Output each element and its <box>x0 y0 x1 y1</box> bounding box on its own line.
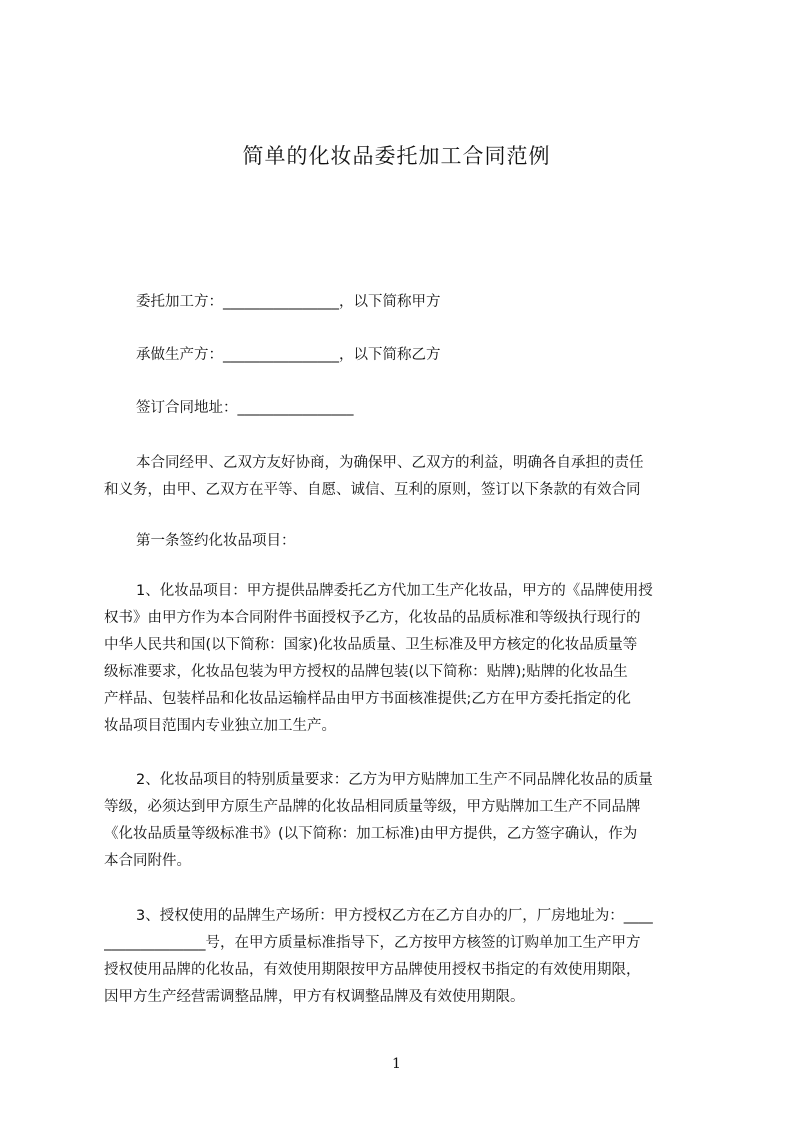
document-title: 简单的化妆品委托加工合同范例 <box>242 144 551 168</box>
article-1-heading: 第一条签约化妆品项目： <box>136 533 296 549</box>
item-1-line: 级标准要求，化妆品包装为甲方授权的品牌包装(以下简称：贴牌);贴牌的化妆品生 <box>104 664 628 680</box>
address-field-line: 签订合同地址：________________ <box>136 400 354 416</box>
item-1-line: 中华人民共和国(以下简称：国家)化妆品质量、卫生标准及甲方核定的化妆品质量等 <box>104 637 638 653</box>
item-3-line: 因甲方生产经营需调整品牌，甲方有权调整品牌及有效使用期限。 <box>104 989 525 1005</box>
contractor-field-line: 承做生产方：________________，以下简称乙方 <box>136 347 441 363</box>
item-1-paragraph <box>104 578 704 740</box>
item-2-paragraph <box>104 767 704 875</box>
item-1-line: 产样品、包装样品和化妆品运输样品由甲方书面核准提供;乙方在甲方委托指定的化 <box>104 691 631 707</box>
page-number: 1 <box>392 1056 401 1072</box>
item-3-paragraph <box>104 903 704 1011</box>
item-2-line: 等级，必须达到甲方原生产品牌的化妆品相同质量等级，甲方贴牌加工生产不同品牌 <box>104 799 641 815</box>
item-1-line: 1、化妆品项目：甲方提供品牌委托乙方代加工生产化妆品，甲方的《品牌使用授 <box>136 583 653 599</box>
client-field-line: 委托加工方：________________，以下简称甲方 <box>136 294 441 310</box>
item-1-line: 妆品项目范围内专业独立加工生产。 <box>104 718 336 734</box>
item-3-line: 授权使用品牌的化妆品，有效使用期限按甲方品牌使用授权书指定的有效使用期限， <box>104 962 641 978</box>
item-1-line: 权书》由甲方作为本合同附件书面授权予乙方，化妆品的品质标准和等级执行现行的 <box>104 610 641 626</box>
item-3-line: ______________号，在甲方质量标准指导下，乙方按甲方核签的订购单加工生产甲方 <box>104 935 641 951</box>
intro-paragraph <box>104 450 704 504</box>
item-2-line: 《化妆品质量等级标准书》(以下简称：加工标准)由甲方提供，乙方签字确认，作为 <box>104 826 638 842</box>
item-2-line: 2、化妆品项目的特别质量要求：乙方为甲方贴牌加工生产不同品牌化妆品的质量 <box>136 772 653 788</box>
intro-line: 和义务，由甲、乙双方在平等、自愿、诚信、互利的原则，签订以下条款的有效合同 <box>104 482 641 498</box>
intro-line: 本合同经甲、乙双方友好协商，为确保甲、乙双方的利益，明确各自承担的责任 <box>136 455 644 471</box>
item-3-line: 3、授权使用的品牌生产场所：甲方授权乙方在乙方自办的厂，厂房地址为：____ <box>136 908 653 924</box>
item-2-line: 本合同附件。 <box>104 853 191 869</box>
